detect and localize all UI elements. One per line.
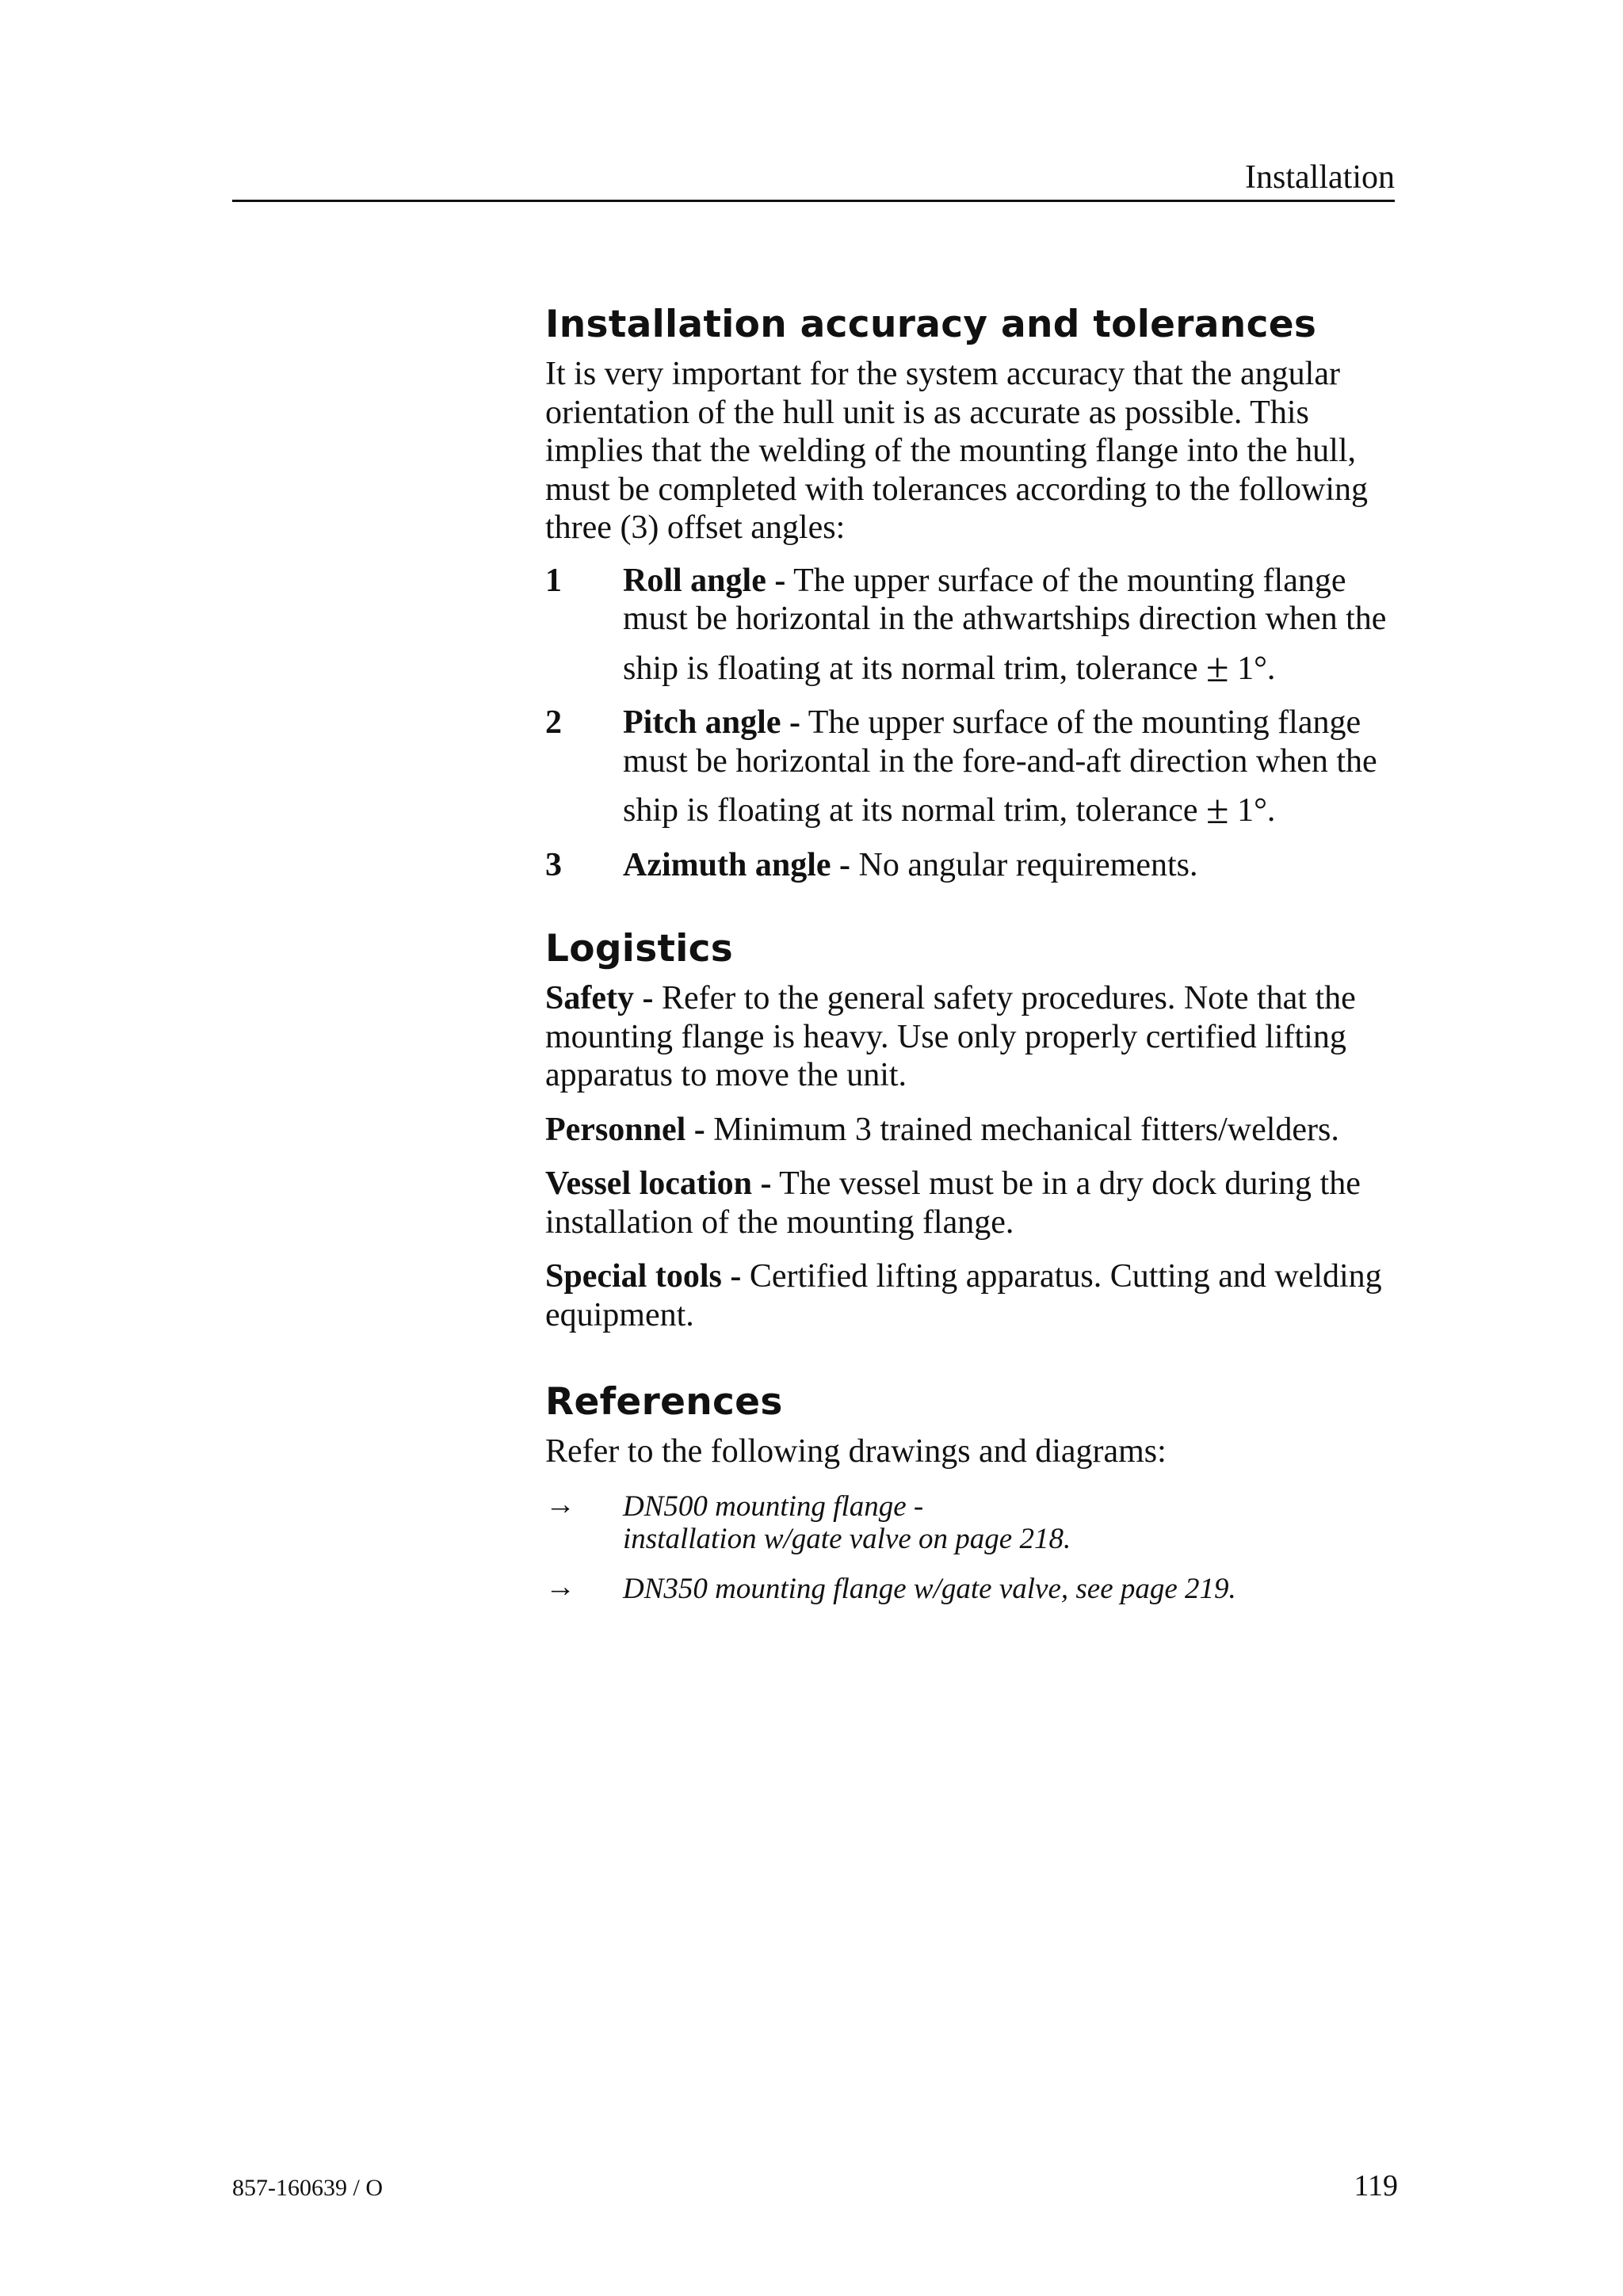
personnel-text: Minimum 3 trained mechanical fitters/welders. xyxy=(705,1111,1339,1148)
document-number: 857-160639 / O xyxy=(232,2175,383,2201)
running-header: Installation xyxy=(1245,159,1395,196)
plus-minus-symbol: ± xyxy=(1206,645,1229,691)
term-pitch-angle: Pitch angle - xyxy=(623,704,800,741)
section-heading-logistics: Logistics xyxy=(545,927,734,971)
term-vessel-location: Vessel location - xyxy=(545,1165,772,1202)
accuracy-intro-paragraph: It is very important for the system accuracy that the angular orientation of the hull unit is as accurate as possible. This implies that the welding of the mounting flange into the hull, must be completed with tolerances according to the following three (3) offset angles: xyxy=(545,356,1369,546)
reference-text-line: installation w/gate valve on page 218. xyxy=(623,1522,1071,1555)
plus-minus-symbol: ± xyxy=(1206,788,1229,833)
section-references xyxy=(545,1377,1409,1605)
section-logistics xyxy=(545,924,1409,1334)
logistics-safety xyxy=(545,979,1409,1095)
logistics-vessel-location xyxy=(545,1165,1409,1241)
section-installation-accuracy xyxy=(545,299,1409,884)
reference-text-line: DN500 mounting flange - xyxy=(623,1489,924,1523)
term-roll-angle: Roll angle - xyxy=(623,562,786,599)
page-number: 119 xyxy=(1354,2169,1398,2203)
tolerance-text: ship is floating at its normal trim, tolerance xyxy=(623,650,1207,687)
references-intro: Refer to the following drawings and diagrams: xyxy=(545,1433,1167,1470)
term-personnel: Personnel - xyxy=(545,1111,705,1148)
arrow-icon: → xyxy=(545,1569,575,1604)
page-content xyxy=(545,299,1409,1623)
reference-link-dn500[interactable] xyxy=(545,1487,1409,1555)
header-rule xyxy=(232,200,1395,202)
list-number: 1 xyxy=(545,562,562,599)
term-special-tools: Special tools - xyxy=(545,1258,742,1295)
vessel-location-text: The vessel must be in a dry dock during the installation of the mounting flange. xyxy=(545,1165,1361,1241)
tolerance-value: 1°. xyxy=(1228,792,1276,829)
reference-text-line: DN350 mounting flange w/gate valve, see page 219. xyxy=(623,1572,1236,1605)
arrow-icon: → xyxy=(545,1487,575,1521)
section-heading-accuracy: Installation accuracy and tolerances xyxy=(545,303,1317,346)
reference-list xyxy=(545,1487,1409,1605)
special-tools-text: Certified lifting apparatus. Cutting and welding equipment. xyxy=(545,1258,1382,1333)
term-azimuth-angle: Azimuth angle - xyxy=(623,846,850,883)
tolerance-text: ship is floating at its normal trim, tolerance xyxy=(623,792,1207,829)
reference-link-dn350[interactable] xyxy=(545,1569,1409,1605)
list-number: 2 xyxy=(545,704,562,741)
offset-angle-list xyxy=(545,562,1409,885)
logistics-special-tools xyxy=(545,1257,1409,1334)
azimuth-angle-text: No angular requirements. xyxy=(850,846,1198,883)
list-number: 3 xyxy=(545,846,562,883)
pitch-angle-tolerance-line xyxy=(623,788,1409,833)
list-item-roll-angle xyxy=(545,562,1409,691)
list-item-azimuth-angle xyxy=(545,846,1409,885)
roll-angle-text: The upper surface of the mounting flange must be horizontal in the athwartships direction when the xyxy=(623,562,1387,637)
section-heading-references: References xyxy=(545,1380,783,1424)
tolerance-value: 1°. xyxy=(1228,650,1276,687)
pitch-angle-text: The upper surface of the mounting flange must be horizontal in the fore-and-aft direction when the xyxy=(623,704,1377,780)
safety-text: Refer to the general safety procedures. Note that the mounting flange is heavy. Use only properly certified lifting apparatus to move the unit. xyxy=(545,980,1356,1093)
roll-angle-tolerance-line xyxy=(623,645,1409,691)
term-safety: Safety - xyxy=(545,980,654,1016)
logistics-personnel xyxy=(545,1111,1409,1150)
list-item-pitch-angle xyxy=(545,704,1409,833)
